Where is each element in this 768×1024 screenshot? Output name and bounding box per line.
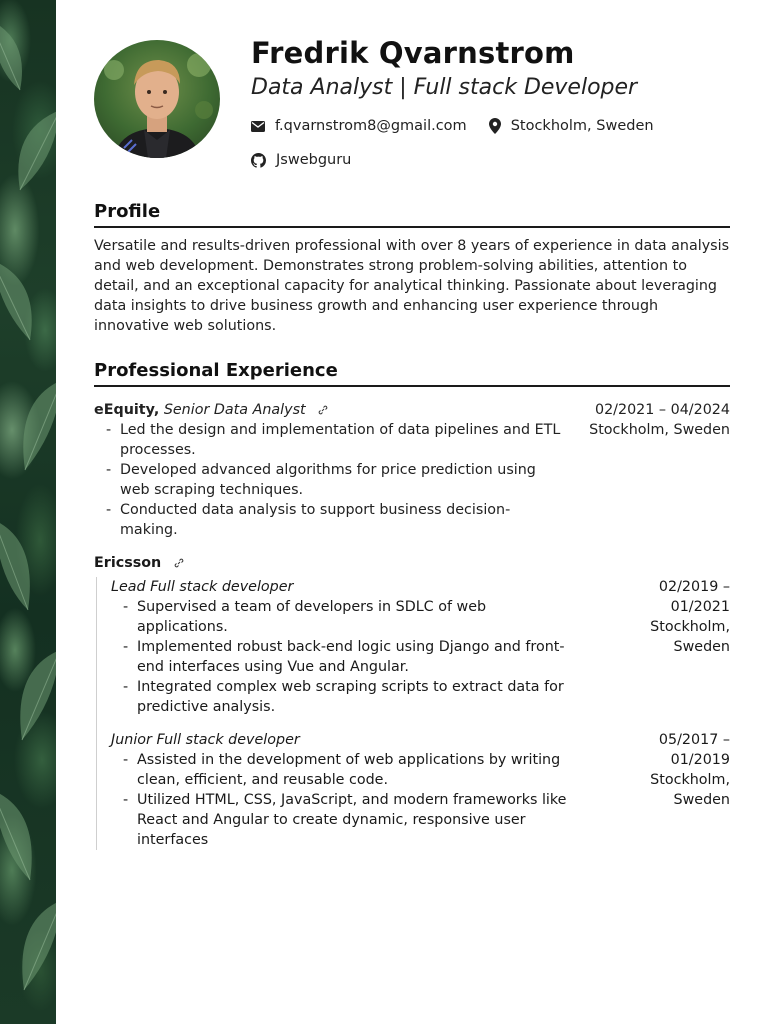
resume-header — [94, 0, 730, 190]
candidate-title: Data Analyst | Full stack Developer — [251, 75, 638, 100]
list-item: - Led the design and implementation of data pipelines and ETL processes. — [106, 420, 561, 460]
email-contact[interactable] — [251, 118, 467, 134]
github-contact[interactable] — [251, 152, 351, 168]
list-item: - Assisted in the development of web applications by writing clean, efficient, and reusable code. — [123, 750, 569, 790]
job-dates-start: 05/2017 – — [658, 732, 730, 748]
job-role: Senior Data Analyst — [163, 402, 306, 418]
location-contact — [489, 118, 654, 134]
job-body — [94, 420, 730, 540]
list-item: - Developed advanced algorithms for price prediction using web scraping techniques. — [106, 460, 561, 500]
job-title-line — [94, 400, 328, 420]
job-location-city: Stockholm, — [650, 619, 730, 635]
experience-section — [94, 359, 730, 850]
github-text: Jswebguru — [276, 152, 352, 168]
job-bullets — [123, 597, 569, 717]
job-location-country: Sweden — [673, 792, 730, 808]
job-dates-start: 02/2019 – — [658, 579, 730, 595]
job-dates-end: 01/2021 — [670, 599, 730, 615]
github-icon — [251, 153, 266, 168]
resume-content — [94, 0, 730, 850]
job-entry — [94, 400, 730, 540]
sub-role-meta — [620, 730, 730, 850]
job-header — [94, 400, 730, 420]
job-location: Stockholm, Sweden — [589, 422, 730, 438]
list-item: - Implemented robust back-end logic using Django and front-end interfaces using Vue and Angular. — [123, 637, 569, 677]
name-block — [251, 36, 731, 104]
decorative-leaf-background — [0, 0, 56, 1024]
company-name: eEquity, — [94, 402, 160, 418]
job-bullets — [123, 750, 569, 850]
location-text: Stockholm, Sweden — [510, 118, 654, 134]
company-group-header — [94, 553, 730, 573]
candidate-name: Fredrik Qvarnstrom — [251, 36, 575, 70]
section-heading-profile: Profile — [94, 200, 730, 228]
company-group — [94, 553, 730, 850]
job-role: Lead Full stack developer — [111, 579, 294, 595]
email-text: f.qvarnstrom8@gmail.com — [275, 118, 467, 134]
sub-role-details — [111, 730, 571, 850]
list-item: - Utilized HTML, CSS, JavaScript, and modern frameworks like React and Angular to create dynamic, responsive user interfaces — [123, 790, 569, 850]
contact-info — [251, 116, 676, 184]
profile-summary: Versatile and results-driven professional with over 8 years of experience in data analysis and web development. Demonstrates strong problem-solving abilities, attention to detail, and an exceptional capacity for analytical thinking. Passionate about leveraging data insights to drive business growth and enhancing user experience through innovative web solutions. — [94, 238, 730, 334]
list-item: - Integrated complex web scraping scripts to extract data for predictive analysis. — [123, 677, 569, 717]
map-pin-icon — [489, 118, 501, 134]
sub-role-meta — [620, 577, 730, 717]
link-icon[interactable] — [318, 405, 328, 415]
list-item: - Conducted data analysis to support business decision-making. — [106, 500, 561, 540]
sub-role-entry — [111, 577, 730, 717]
avatar — [94, 40, 220, 158]
job-location-country: Sweden — [673, 639, 730, 655]
job-dates-end: 01/2019 — [670, 752, 730, 768]
company-name: Ericsson — [94, 555, 162, 571]
sub-role-details — [111, 577, 571, 717]
contact-row — [251, 116, 676, 136]
link-icon[interactable] — [174, 558, 184, 568]
section-heading-experience: Professional Experience — [94, 359, 730, 387]
envelope-icon — [251, 121, 265, 132]
sub-role-entry — [111, 730, 730, 850]
contact-row — [251, 150, 676, 170]
job-location-city: Stockholm, — [650, 772, 730, 788]
list-item: - Supervised a team of developers in SDLC of web applications. — [123, 597, 569, 637]
job-dates: 02/2021 – 04/2024 — [594, 402, 730, 418]
job-role: Junior Full stack developer — [111, 732, 300, 748]
company-roles — [96, 577, 730, 850]
profile-section — [94, 200, 730, 336]
job-bullets — [106, 420, 561, 540]
